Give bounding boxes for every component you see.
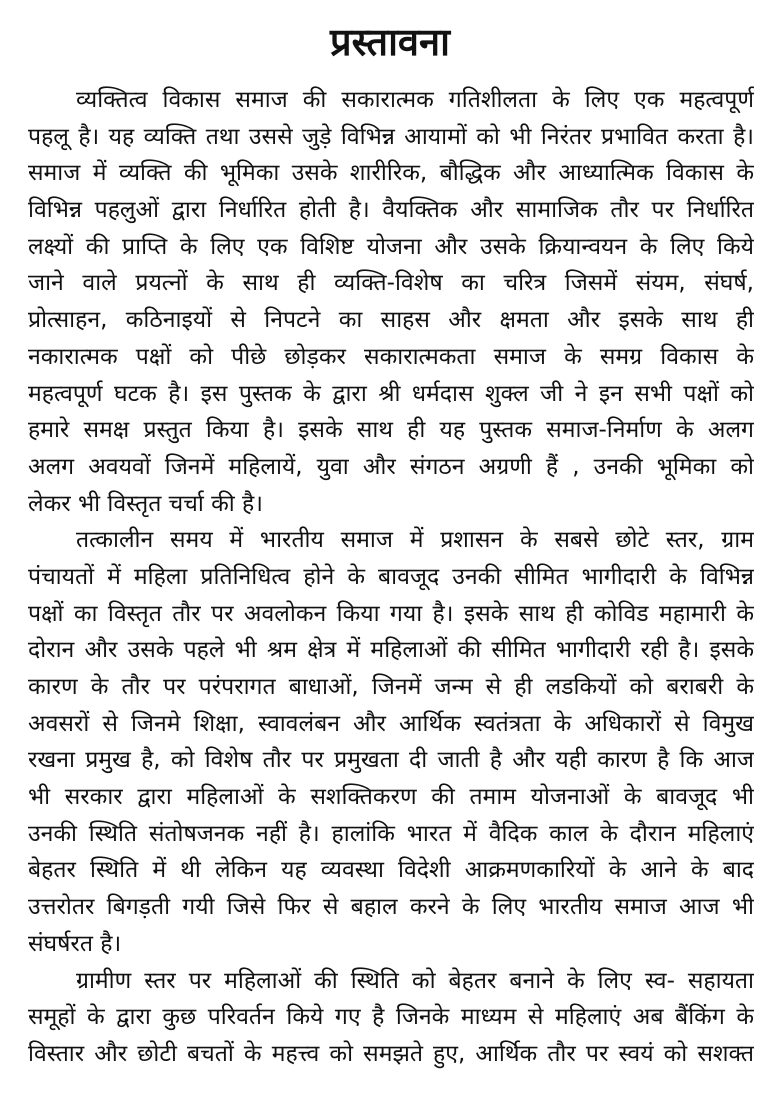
paragraph-line: दोरान और उसके पहले भी श्रम क्षेत्र में महिलाओं की सीमित भागीदारी रही है। इसके [28, 637, 754, 664]
paragraph-line: तत्कालीन समय में भारतीय समाज में प्रशासन के सबसे छोटे स्तर, ग्राम [76, 527, 754, 554]
paragraph-line: विभिन्न पहलुओं द्वारा निर्धारित होती है। वैयक्तिक और सामाजिक तौर पर निर्धारित [28, 197, 754, 224]
paragraph-line: नकारात्मक पक्षों को पीछे छोड़कर सकारात्मकता समाज के समग्र विकास के [28, 343, 754, 370]
paragraph-line: उत्तरोतर बिगड़ती गयी जिसे फिर से बहाल करने के लिए भारतीय समाज आज भी [28, 894, 754, 921]
document-body [28, 82, 754, 1073]
paragraph-line: जाने वाले प्रयत्नों के साथ ही व्यक्ति-विशेष का चरित्र जिसमें संयम, संघर्ष, [28, 270, 754, 297]
paragraph-line: विस्तार और छोटी बचतों के महत्त्व को समझते हुए, आर्थिक तौर पर स्वयं को सशक्त [28, 1040, 754, 1067]
paragraph-line: बेहतर स्थिति में थी लेकिन यह व्यवस्था विदेशी आक्रमणकारियों के आने के बाद [28, 857, 754, 884]
paragraph-line: ग्रामीण स्तर पर महिलाओं की स्थिति को बेहतर बनाने के लिए स्व- सहायता [76, 967, 754, 994]
paragraph-line: समूहों के द्वारा कुछ परिवर्तन किये गए है जिनके माध्यम से महिलाएं अब बैंकिंग के [28, 1004, 754, 1031]
paragraph-line: लेकर भी विस्तृत चर्चा की है। [28, 490, 263, 517]
paragraph-line: महत्वपूर्ण घटक है। इस पुस्तक के द्वारा श्री धर्मदास शुक्ल जी ने इन सभी पक्षों को [28, 380, 754, 407]
paragraph-line: प्रोत्साहन, कठिनाइयों से निपटने का साहस और क्षमता और इसके साथ ही [28, 307, 754, 334]
paragraph-line: पहलू है। यह व्यक्ति तथा उससे जुड़े विभिन्न आयामों को भी निरंतर प्रभावित करता है। [28, 123, 754, 150]
paragraph-line: अलग अवयवों जिनमें महिलायें, युवा और संगठन अग्रणी हैं , उनकी भूमिका को [28, 453, 754, 480]
paragraph-line: अवसरों से जिनमे शिक्षा, स्वावलंबन और आर्थिक स्वतंत्रता के अधिकारों से विमुख [28, 710, 754, 737]
paragraph-line: समाज में व्यक्ति की भूमिका उसके शारीरिक, बौद्धिक और आध्यात्मिक विकास के [28, 160, 754, 187]
paragraph-line: हमारे समक्ष प्रस्तुत किया है। इसके साथ ही यह पुस्तक समाज-निर्माण के अलग [28, 417, 754, 444]
paragraph-line: भी सरकार द्वारा महिलाओं के सशक्तिकरण की तमाम योजनाओं के बावजूद भी [28, 784, 754, 811]
paragraph-line: लक्ष्यों की प्राप्ति के लिए एक विशिष्ट योजना और उसके क्रियान्वयन के लिए किये [28, 233, 754, 260]
paragraph-line: रखना प्रमुख है, को विशेष तौर पर प्रमुखता दी जाती है और यही कारण है कि आज [28, 747, 754, 774]
paragraph-line: पक्षों का विस्तृत तौर पर अवलोकन किया गया है। इसके साथ ही कोविड महामारी के [28, 600, 754, 627]
paragraph-line: उनकी स्थिति संतोषजनक नहीं है। हालांकि भारत में वैदिक काल के दौरान महिलाएं [28, 820, 754, 847]
paragraph-line: संघर्षरत है। [28, 930, 122, 957]
page-title: प्रस्तावना [330, 20, 450, 64]
paragraph-line: पंचायतों में महिला प्रतिनिधित्व होने के बावजूद उनकी सीमित भागीदारी के विभिन्न [28, 563, 754, 590]
paragraph-line: व्यक्तित्व विकास समाज की सकारात्मक गतिशीलता के लिए एक महत्वपूर्ण [76, 87, 754, 113]
paragraph-line: कारण के तौर पर परंपरागत बाधाओं, जिनमें जन्म से ही लडकियों को बराबरी के [28, 674, 754, 700]
